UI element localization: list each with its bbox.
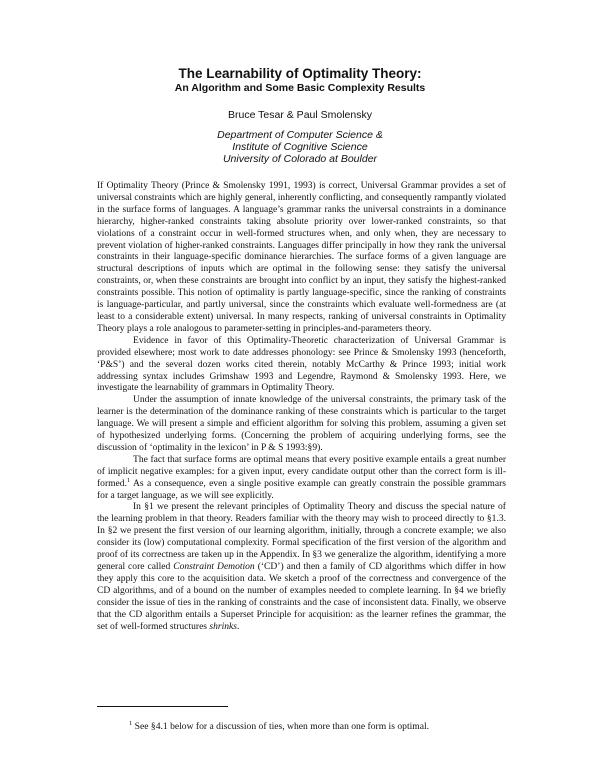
term-shrinks: shrinks — [209, 620, 237, 632]
paragraph-4-text-a: The fact that surface forms are optimal means that every positive example entails a great number of implicit negative examples: for a given input, every candidate output other than the correct form is ill-formed. — [97, 453, 506, 489]
footnote — [129, 721, 509, 733]
title-block — [0, 66, 600, 95]
affiliation-line-3: University of Colorado at Boulder — [222, 153, 378, 165]
paragraph-5-text-c: . — [237, 620, 240, 632]
body-text — [97, 180, 506, 632]
paragraph-5 — [97, 501, 506, 632]
paragraph-2: Evidence in favor of this Optimality-Theoretic characterization of Universal Grammar is provided elsewhere; most work to date addresses phonology: see Prince & Smolensky 1993 (henceforth, ‘P&S’) and the several dozen works cited therein, notably McCarthy & Prince 1993; initial work addressing syntax includes Grimshaw 1993 and Legendre, Raymond & Smolensky 1993. Here, we investigate the learnability of grammars in Optimality Theory. — [97, 334, 506, 394]
affiliation-line-2: Institute of Cognitive Science — [232, 141, 368, 153]
affiliation — [0, 129, 600, 165]
paper-title: The Learnability of Optimality Theory: — [178, 66, 422, 81]
footnote-divider — [97, 706, 228, 707]
footnote-reference: 1 — [126, 476, 131, 484]
paper-subtitle: An Algorithm and Some Basic Complexity Results — [174, 82, 426, 94]
paragraph-1: If Optimality Theory (Prince & Smolensky 1991, 1993) is correct, Universal Grammar provides a set of universal constraints which are highly general, inherently conflicting, and consequently rampantly violated in the surface forms of languages. A language’s grammar ranks the universal constraints in a dominance hierarchy, higher-ranked constraints taking absolute priority over lower-ranked constraints, so that violations of a constraint occur in well-formed structures when, and only when, they are necessary to prevent violation of higher-ranked constraints. Languages differ principally in how they rank the universal constraints in their language-specific dominance hierarchies. The surface forms of a given language are structural descriptions of inputs which are optimal in the following sense: they satisfy the universal constraints, or, when these constraints are brought into conflict by an input, they satisfy the highest-ranked constraints possible. This notion of optimality is partly language-specific, since the ranking of constraints is language-particular, and partly universal, since the constraints which evaluate well-formedness are (at least to a considerable extent) universal. In many respects, ranking of universal constraints in Optimality Theory plays a role analogous to parameter-setting in principles-and-parameters theory. — [97, 180, 506, 334]
paragraph-3: Under the assumption of innate knowledge of the universal constraints, the primary task of the learner is the determination of the dominance ranking of these constraints which is particular to the target language. We will present a simple and efficient algorithm for solving this problem, assuming a given set of hypothesized underlying forms. (Concerning the problem of acquiring underlying forms, see the discussion of ‘optimality in the lexicon’ in P & S 1993:§9). — [97, 394, 506, 453]
paragraph-4-text-b: As a consequence, even a single positive example can greatly constrain the possible grammars for a target language, as we will see explicitly. — [97, 477, 506, 501]
paragraph-4 — [97, 454, 506, 502]
affiliation-line-1: Department of Computer Science & — [217, 129, 383, 141]
paragraph-5-text-b: (‘CD’) and then a family of CD algorithms which differ in how they apply this core to the acquisition data. We sketch a proof of the correctness and convergence of the CD algorithms, and of a bound on the number of examples needed to complete learning. In §4 we briefly consider the issue of ties in the ranking of constraints and the case of inconsistent data. Finally, we observe that the CD algorithm entails a Superset Principle for acquisition: as the learner refines the grammar, the set of well-formed structures — [97, 561, 507, 632]
paragraph-5-text-a: In §1 we present the relevant principles of Optimality Theory and discuss the special nature of the learning problem in that theory. Readers familiar with the theory may wish to proceed directly to §1.3. In §2 we present the first version of our learning algorithm, initially, through a concrete example; we also consider its (low) computational complexity. Formal specification of the first version of the algorithm and proof of its correctness are taken up in the Appendix. In §3 we generalize the algorithm, identifying a more general core called — [97, 501, 506, 572]
footnote-marker: 1 — [129, 720, 133, 727]
term-constraint-demotion: Constraint Demotion — [173, 561, 255, 572]
footnote-text: See §4.1 below for a discussion of ties, when more than one form is optimal. — [132, 721, 430, 732]
paper-authors: Bruce Tesar & Paul Smolensky — [228, 109, 372, 121]
